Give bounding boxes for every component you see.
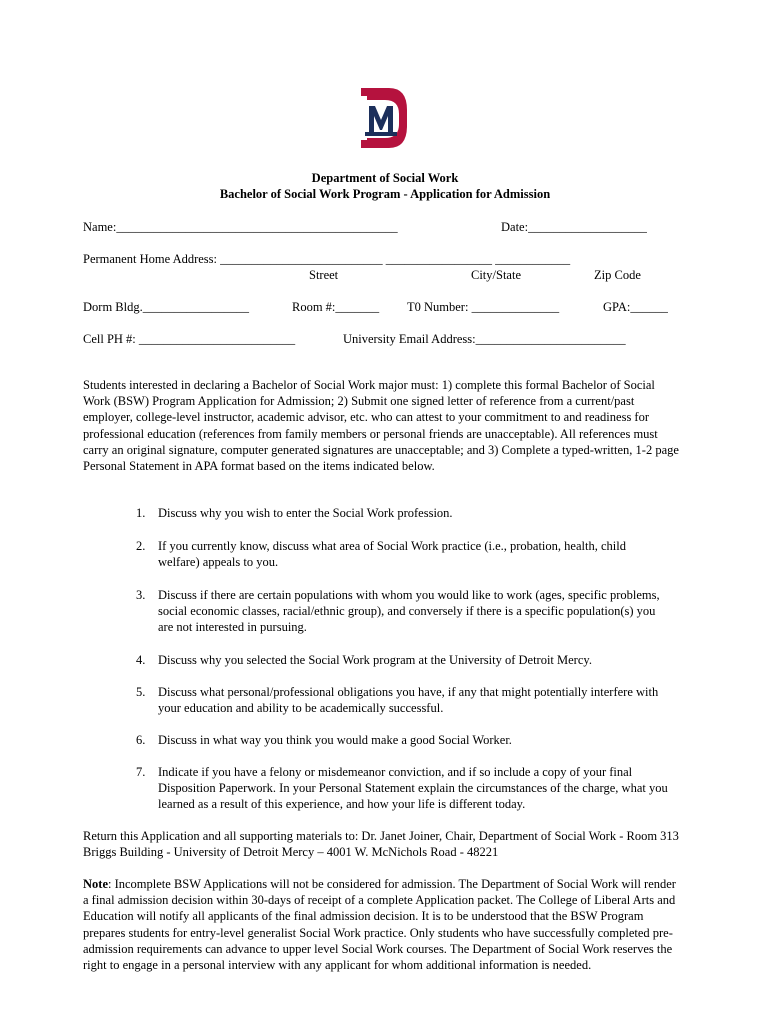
note-label: Note xyxy=(83,877,108,891)
item-number: 2. xyxy=(136,539,146,553)
program-title: Bachelor of Social Work Program - Application for Admission xyxy=(219,187,551,201)
item-number: 5. xyxy=(136,685,146,699)
item-text: Discuss what personal/professional obligations you have, if any that might potentially interfere with your education and ability to be academically successful. xyxy=(158,685,659,716)
item-number: 3. xyxy=(136,588,146,602)
item-number: 4. xyxy=(136,653,146,667)
item-number: 6. xyxy=(136,733,146,747)
item-text: Indicate if you have a felony or misdemeanor conviction, and if so include a copy of your final Disposition Paperwork. In your Personal Statement explain the circumstances of the charge, what you learned as a result of this experience, and how your life is different today. xyxy=(158,765,668,812)
item-text: Discuss if there are certain populations with whom you would like to work (ages, specific problems, social economic classes, racial/ethnic group), and conversely if there is a specific population(s) you are not interested in pursuing. xyxy=(158,588,660,635)
item-text: If you currently know, discuss what area of Social Work practice (i.e., probation, health, child welfare) appeals to you. xyxy=(158,539,626,570)
home-address-field[interactable]: Permanent Home Address: __________________________ _________________ ____________ xyxy=(83,252,571,266)
item-text: Discuss why you selected the Social Work program at the University of Detroit Mercy. xyxy=(158,653,592,667)
department-title: Department of Social Work xyxy=(311,171,459,185)
intro-paragraph: Students interested in declaring a Bachelor of Social Work major must: 1) complete this formal Bachelor of Social Work (BSW) Program Application for Admission; 2) Submit one signed letter of reference from a current/past employer, college-level instructor, academic advisor, etc. who can attest to your commitment to and readiness for professional education (references from family members or personal friends are unacceptable). All references must carry an original signature, computer generated signatures are unacceptable; and 3) Complete a typed-written, 1-2 page Personal Statement in APA format based on the items indicated below. xyxy=(83,378,679,474)
date-field[interactable]: Date:___________________ xyxy=(501,220,647,234)
university-email-field[interactable]: University Email Address:________________________ xyxy=(343,332,626,346)
cell-phone-field[interactable]: Cell PH #: _________________________ xyxy=(83,332,296,346)
item-text: Discuss in what way you think you would make a good Social Worker. xyxy=(158,733,512,747)
name-field[interactable]: Name:_____________________________________________ xyxy=(83,220,398,234)
university-logo-icon xyxy=(357,86,409,150)
note-paragraph xyxy=(83,876,683,973)
item-number: 1. xyxy=(136,506,146,520)
note-text: : Incomplete BSW Applications will not be considered for admission. The Department of Social Work will render a final admission decision within 30-days of receipt of a complete Application packet. The College of Liberal Arts and Education will notify all applicants of the final admission decision. It is to be understood that the BSW Program prepares students for entry-level generalist Social Work practice. Only students who have successfully completed pre-admission requirements can advance to upper level Social Work courses. The Department of Social Work reserves the right to engage in a personal interview with any applicant for whom additional information is needed. xyxy=(83,877,676,973)
street-label: Street xyxy=(309,268,339,282)
gpa-field[interactable]: GPA:______ xyxy=(603,300,668,314)
zip-code-label: Zip Code xyxy=(594,268,641,282)
dorm-building-field[interactable]: Dorm Bldg._________________ xyxy=(83,300,249,314)
room-number-field[interactable]: Room #:_______ xyxy=(292,300,380,314)
return-instructions: Return this Application and all supporting materials to: Dr. Janet Joiner, Chair, Department of Social Work - Room 313 Briggs Building - University of Detroit Mercy – 4001 W. McNichols Road - 48221 xyxy=(83,829,679,860)
item-text: Discuss why you wish to enter the Social Work profession. xyxy=(158,506,453,520)
item-number: 7. xyxy=(136,765,146,779)
city-state-label: City/State xyxy=(471,268,521,282)
t0-number-field[interactable]: T0 Number: ______________ xyxy=(407,300,560,314)
